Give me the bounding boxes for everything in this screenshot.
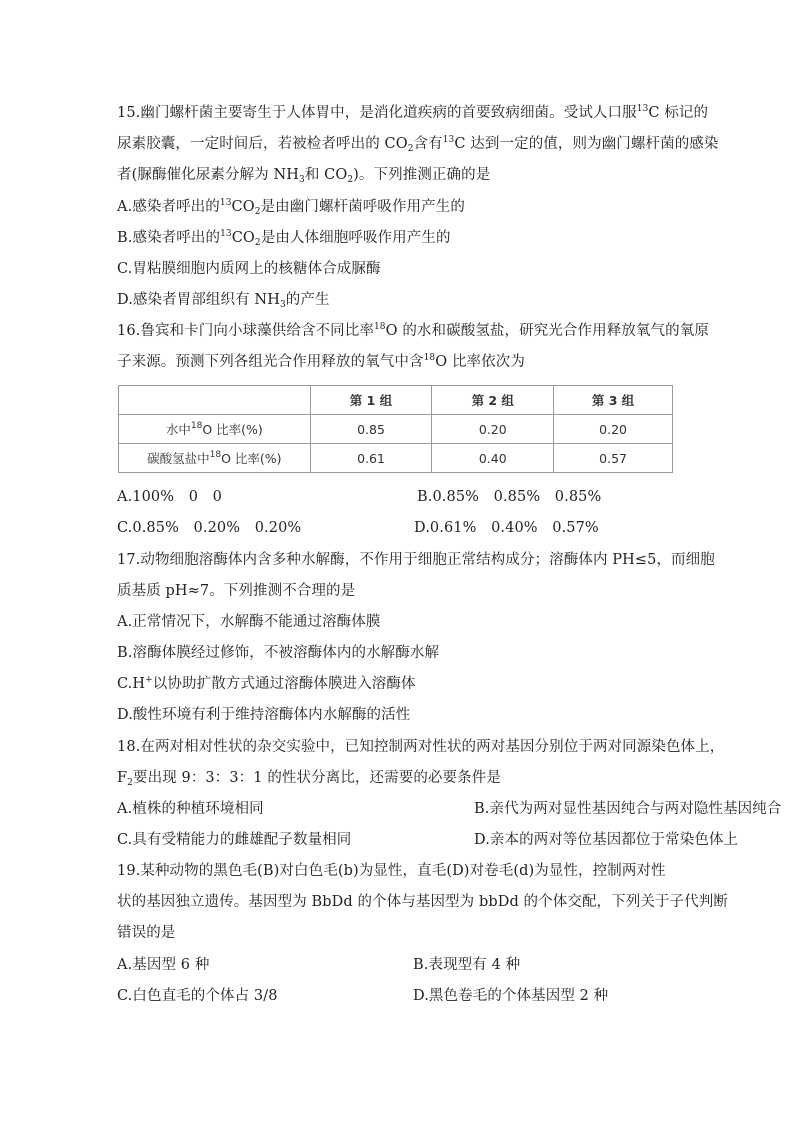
table-header-corner [119, 386, 311, 415]
q18-stem-line-1: 18.在两对相对性状的杂交实验中，已知控制两对性状的两对基因分别位于两对同源染色体上， [117, 739, 725, 755]
q19-options-row-1 [117, 955, 754, 975]
q16-options-row-2 [117, 518, 754, 538]
table-cell: 0.20 [432, 415, 554, 444]
q18-option-b: B.亲代为两对显性基因纯合与两对隐性基因纯合 [474, 801, 782, 817]
q15-option-d: D.感染者胃部组织有 $NH_3$的产生 [117, 292, 330, 310]
q15-option-a: A.感染者呼出的$^{13}CO_2$是由幽门螺杆菌呼吸作用产生的 [117, 198, 465, 217]
table-cell: 0.20 [554, 415, 673, 444]
table-header-group-2: 第 2 组 [432, 386, 554, 415]
q19-options-row-2 [117, 986, 754, 1006]
q17-stem-line-1: 17.动物细胞溶酶体内含多种水解酶，不作用于细胞正常结构成分；溶酶体内 PH≤5，而细胞 [117, 552, 715, 568]
q15-stem-line-1: 15.幽门螺杆菌主要寄生于人体胃中，是消化道疾病的首要致病细菌。受试人口服$^{13}$C 标记的 [117, 104, 709, 121]
q19-option-b: B.表现型有 4 种 [413, 957, 521, 973]
q19-stem-line-1: 19.某种动物的黑色毛(B)对白色毛(b)为显性，直毛(D)对卷毛(d)为显性，控制两对性 [117, 863, 666, 879]
table-cell: 0.85 [310, 415, 432, 444]
q18-options-row-1 [117, 799, 782, 819]
table-row-water [119, 415, 673, 444]
q19-option-d: D.黑色卷毛的个体基因型 2 种 [413, 988, 609, 1004]
q16-option-d: D.0.61% 0.40% 0.57% [414, 520, 599, 536]
q15-option-c: C.胃粘膜细胞内质网上的核糖体合成脲酶 [117, 261, 381, 277]
q18-option-c: C.具有受精能力的雌雄配子数量相同 [117, 832, 352, 848]
q17-option-d: D.酸性环境有利于维持溶酶体内水解酶的活性 [117, 707, 411, 723]
isotope-ratio-table [118, 385, 673, 473]
q17-stem-line-2: 质基质 pH≈7。下列推测不合理的是 [117, 583, 356, 599]
row-label-water: 水中$^{18}$O 比率(%) [119, 415, 311, 444]
q18-stem-line-2: $F_2$要出现 9：3：3：1 的性状分离比，还需要的必要条件是 [117, 770, 501, 788]
q16-option-b: B.0.85% 0.85% 0.85% [417, 489, 602, 505]
q16-option-c: C.0.85% 0.20% 0.20% [117, 520, 302, 536]
q19-option-a: A.基因型 6 种 [117, 957, 210, 973]
q17-option-b: B.溶酶体膜经过修饰，不被溶酶体内的水解酶水解 [117, 645, 440, 661]
table-row-bicarbonate [119, 444, 673, 473]
table-cell: 0.61 [310, 444, 432, 473]
q15-stem-line-2: 尿素胶囊，一定时间后，若被检者呼出的 $CO_2$含有$^{13}$C 达到一定的值，则为幽门螺杆菌的感染 [117, 135, 719, 154]
q16-stem-line-1: 16.鲁宾和卡门向小球藻供给含不同比率$^{18}$O 的水和碳酸氢盐，研究光合作用释放氧气的氧原 [117, 322, 709, 339]
table-header-group-1: 第 1 组 [310, 386, 432, 415]
table-header-group-3: 第 3 组 [554, 386, 673, 415]
table-header-row [119, 386, 673, 415]
table-cell: 0.40 [432, 444, 554, 473]
q17-option-a: A.正常情况下，水解酶不能通过溶酶体膜 [117, 614, 381, 630]
q19-option-c: C.白色直毛的个体占 3/8 [117, 988, 278, 1004]
q16-option-a: A.100% 0 0 [117, 489, 222, 505]
q15-option-b: B.感染者呼出的$^{13}CO_2$是由人体细胞呼吸作用产生的 [117, 229, 451, 248]
q18-option-a: A.植株的种植环境相同 [117, 801, 264, 817]
q18-option-d: D.亲本的两对等位基因都位于常染色体上 [474, 832, 739, 848]
q19-stem-line-2: 状的基因独立遗传。基因型为 BbDd 的个体与基因型为 bbDd 的个体交配，下列关于子代判断 [117, 894, 728, 910]
table-cell: 0.57 [554, 444, 673, 473]
q18-options-row-2 [117, 830, 754, 850]
q19-stem-line-3: 错误的是 [117, 925, 176, 941]
q15-stem-line-3: 者(脲酶催化尿素分解为 $NH_3$和 $CO_2$)。下列推测正确的是 [117, 167, 491, 185]
row-label-bicarbonate: 碳酸氢盐中$^{18}$O 比率(%) [119, 444, 311, 473]
q16-options-row-1 [117, 487, 754, 507]
q17-option-c: C.H+以协助扩散方式通过溶酶体膜进入溶酶体 [117, 675, 416, 692]
q16-stem-line-2: 子来源。预测下列各组光合作用释放的氧气中含$^{18}$O 比率依次为 [117, 353, 525, 370]
